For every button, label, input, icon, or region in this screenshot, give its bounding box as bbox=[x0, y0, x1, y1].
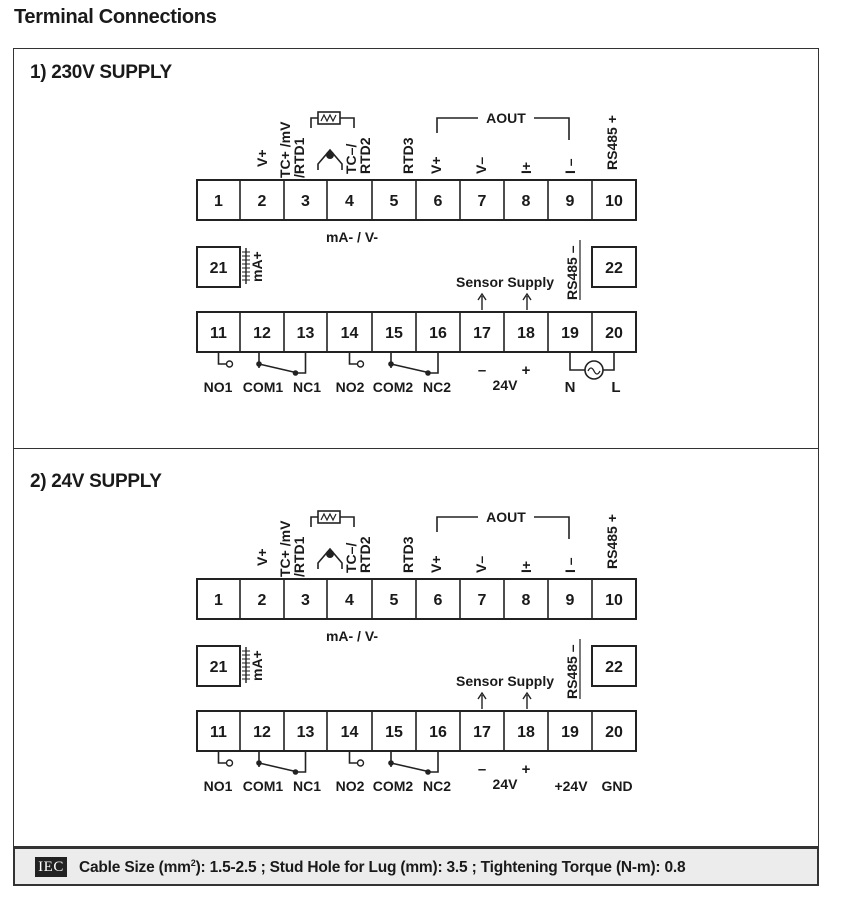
section-heading-24v: 2) 24V SUPPLY bbox=[30, 471, 162, 492]
footer-bar bbox=[13, 846, 819, 886]
terminal-2: 2 bbox=[257, 193, 267, 210]
label-sensor-24v: 24V bbox=[492, 377, 518, 393]
terminal-20: 20 bbox=[605, 724, 623, 741]
terminal-17: 17 bbox=[473, 724, 491, 741]
label-aout-v-plus: V+ bbox=[428, 156, 444, 174]
label-rtd1: /RTD1 bbox=[291, 137, 307, 178]
label-v-plus: V+ bbox=[254, 149, 270, 167]
label-nc1: NC1 bbox=[292, 379, 322, 395]
label-no1: NO1 bbox=[203, 778, 233, 794]
rtd-lead-right bbox=[340, 118, 354, 128]
terminal-15: 15 bbox=[385, 325, 403, 342]
label-no1: NO1 bbox=[203, 379, 233, 395]
terminal-1: 1 bbox=[214, 592, 223, 609]
label-nc2: NC2 bbox=[422, 379, 452, 395]
resistor-zigzag-icon bbox=[321, 514, 336, 520]
label-rs485-minus: RS485 – bbox=[564, 644, 580, 699]
label-aout-i-minus: I – bbox=[562, 158, 578, 174]
label-aout: AOUT bbox=[486, 110, 526, 126]
label-ma-plus: mA+ bbox=[249, 650, 265, 681]
label-aout-v-plus: V+ bbox=[428, 555, 444, 573]
sensor-supply-arrow-icon bbox=[478, 294, 486, 310]
label-ma-plus: mA+ bbox=[249, 251, 265, 282]
relay-contact-icon bbox=[227, 361, 233, 367]
terminal-16: 16 bbox=[429, 724, 447, 741]
label-v-plus: V+ bbox=[254, 548, 270, 566]
terminal-14: 14 bbox=[340, 325, 359, 342]
label-com1: COM1 bbox=[242, 778, 284, 794]
terminal-6: 6 bbox=[433, 193, 443, 210]
label-com2: COM2 bbox=[372, 379, 414, 395]
terminal-19: 19 bbox=[561, 724, 579, 741]
terminal-4: 4 bbox=[345, 592, 354, 609]
terminal-1: 1 bbox=[214, 193, 223, 210]
terminal-8: 8 bbox=[521, 193, 531, 210]
label-tc-plus-mv: TC+ /mV bbox=[277, 520, 293, 577]
terminal-21: 21 bbox=[209, 260, 228, 277]
terminal-11: 11 bbox=[210, 325, 227, 342]
thermocouple-junction-icon bbox=[326, 151, 334, 159]
rtd-lead-right bbox=[340, 517, 354, 527]
terminal-diagram-24v bbox=[0, 399, 841, 794]
label-tc-plus-mv: TC+ /mV bbox=[277, 121, 293, 178]
terminal-11: 11 bbox=[210, 724, 227, 741]
label-ma-minus-v-minus: mA- / V- bbox=[325, 628, 379, 644]
terminal-10: 10 bbox=[605, 193, 623, 210]
terminal-22: 22 bbox=[605, 260, 623, 277]
label-sensor-supply: Sensor Supply bbox=[455, 274, 555, 290]
terminal-4: 4 bbox=[345, 193, 354, 210]
label-tc-minus: TC–/ bbox=[343, 542, 359, 573]
label-sensor-24v: 24V bbox=[492, 776, 518, 792]
relay-contact-icon bbox=[358, 760, 364, 766]
terminal-17: 17 bbox=[473, 325, 491, 342]
label-sensor-minus: – bbox=[477, 761, 487, 778]
sensor-supply-arrow-icon bbox=[478, 693, 486, 709]
resistor-zigzag-icon bbox=[321, 115, 336, 121]
label-ma-minus-v-minus: mA- / V- bbox=[325, 229, 379, 245]
terminal-13: 13 bbox=[296, 724, 315, 741]
label-rs485-plus: RS485 + bbox=[604, 115, 620, 170]
label-aout-i-plus: I+ bbox=[518, 161, 534, 174]
iec-logo: IEC bbox=[35, 857, 67, 877]
relay-contact-icon bbox=[227, 760, 233, 766]
section-heading-230v: 1) 230V SUPPLY bbox=[30, 62, 172, 83]
terminal-14: 14 bbox=[340, 724, 359, 741]
terminal-10: 10 bbox=[605, 592, 623, 609]
aout-bracket-left bbox=[437, 517, 478, 532]
terminal-22: 22 bbox=[605, 659, 623, 676]
terminal-16: 16 bbox=[429, 325, 447, 342]
rtd-lead-left bbox=[311, 118, 318, 128]
label-sensor-plus: + bbox=[521, 761, 531, 778]
footer-specs-rest: ): 1.5-2.5 ; Stud Hole for Lug (mm): 3.5 ; Tightening Torque (N-m): 0.8 bbox=[195, 859, 686, 877]
label-com1: COM1 bbox=[242, 379, 284, 395]
label-nc2: NC2 bbox=[422, 778, 452, 794]
terminal-9: 9 bbox=[565, 592, 575, 609]
label-aout-i-plus: I+ bbox=[518, 560, 534, 573]
label-tc-minus: TC–/ bbox=[343, 143, 359, 174]
terminal-3: 3 bbox=[301, 592, 310, 609]
rtd-lead-left bbox=[311, 517, 318, 527]
terminal-5: 5 bbox=[389, 592, 399, 609]
terminal-20: 20 bbox=[605, 325, 623, 342]
label-aout: AOUT bbox=[486, 509, 526, 525]
aout-bracket-left bbox=[437, 118, 478, 133]
sensor-supply-arrow-icon bbox=[523, 294, 531, 310]
label-neutral: N bbox=[564, 379, 576, 396]
label-rtd2: RTD2 bbox=[357, 536, 373, 573]
terminal-18: 18 bbox=[517, 724, 535, 741]
label-rtd2: RTD2 bbox=[357, 137, 373, 174]
aout-bracket-right bbox=[534, 517, 569, 539]
label-aout-v-minus: V– bbox=[473, 555, 489, 573]
terminal-8: 8 bbox=[521, 592, 531, 609]
cable-size-prefix: Cable Size (mm bbox=[79, 859, 191, 877]
label-rs485-minus: RS485 – bbox=[564, 245, 580, 300]
terminal-13: 13 bbox=[296, 325, 315, 342]
label-aout-v-minus: V– bbox=[473, 156, 489, 174]
label-gnd: GND bbox=[601, 778, 633, 794]
terminal-21: 21 bbox=[209, 659, 228, 676]
label-com2: COM2 bbox=[372, 778, 414, 794]
terminal-18: 18 bbox=[517, 325, 535, 342]
terminal-5: 5 bbox=[389, 193, 399, 210]
label-no2: NO2 bbox=[335, 778, 365, 794]
terminal-3: 3 bbox=[301, 193, 310, 210]
label-rtd3: RTD3 bbox=[400, 137, 416, 174]
label-rs485-plus: RS485 + bbox=[604, 514, 620, 569]
label-sensor-minus: – bbox=[477, 362, 487, 379]
terminal-7: 7 bbox=[477, 592, 487, 609]
terminal-9: 9 bbox=[565, 193, 575, 210]
label-no2: NO2 bbox=[335, 379, 365, 395]
terminal-12: 12 bbox=[253, 325, 271, 342]
terminal-7: 7 bbox=[477, 193, 487, 210]
label-nc1: NC1 bbox=[292, 778, 322, 794]
terminal-6: 6 bbox=[433, 592, 443, 609]
footer-specs bbox=[79, 858, 685, 877]
label-line: L bbox=[611, 379, 621, 396]
terminal-2: 2 bbox=[257, 592, 267, 609]
label-sensor-plus: + bbox=[521, 362, 531, 379]
label-rtd3: RTD3 bbox=[400, 536, 416, 573]
sensor-supply-arrow-icon bbox=[523, 693, 531, 709]
page-title: Terminal Connections bbox=[14, 6, 217, 28]
terminal-diagram-230v bbox=[0, 0, 841, 396]
terminal-19: 19 bbox=[561, 325, 579, 342]
aout-bracket-right bbox=[534, 118, 569, 140]
relay-contact-icon bbox=[358, 361, 364, 367]
terminal-12: 12 bbox=[253, 724, 271, 741]
label-sensor-supply: Sensor Supply bbox=[455, 673, 555, 689]
cable-size-superscript: 2 bbox=[190, 858, 196, 868]
label-aout-i-minus: I – bbox=[562, 557, 578, 573]
thermocouple-junction-icon bbox=[326, 550, 334, 558]
terminal-15: 15 bbox=[385, 724, 403, 741]
label-24v-plus: +24V bbox=[554, 778, 588, 794]
label-rtd1: /RTD1 bbox=[291, 536, 307, 577]
